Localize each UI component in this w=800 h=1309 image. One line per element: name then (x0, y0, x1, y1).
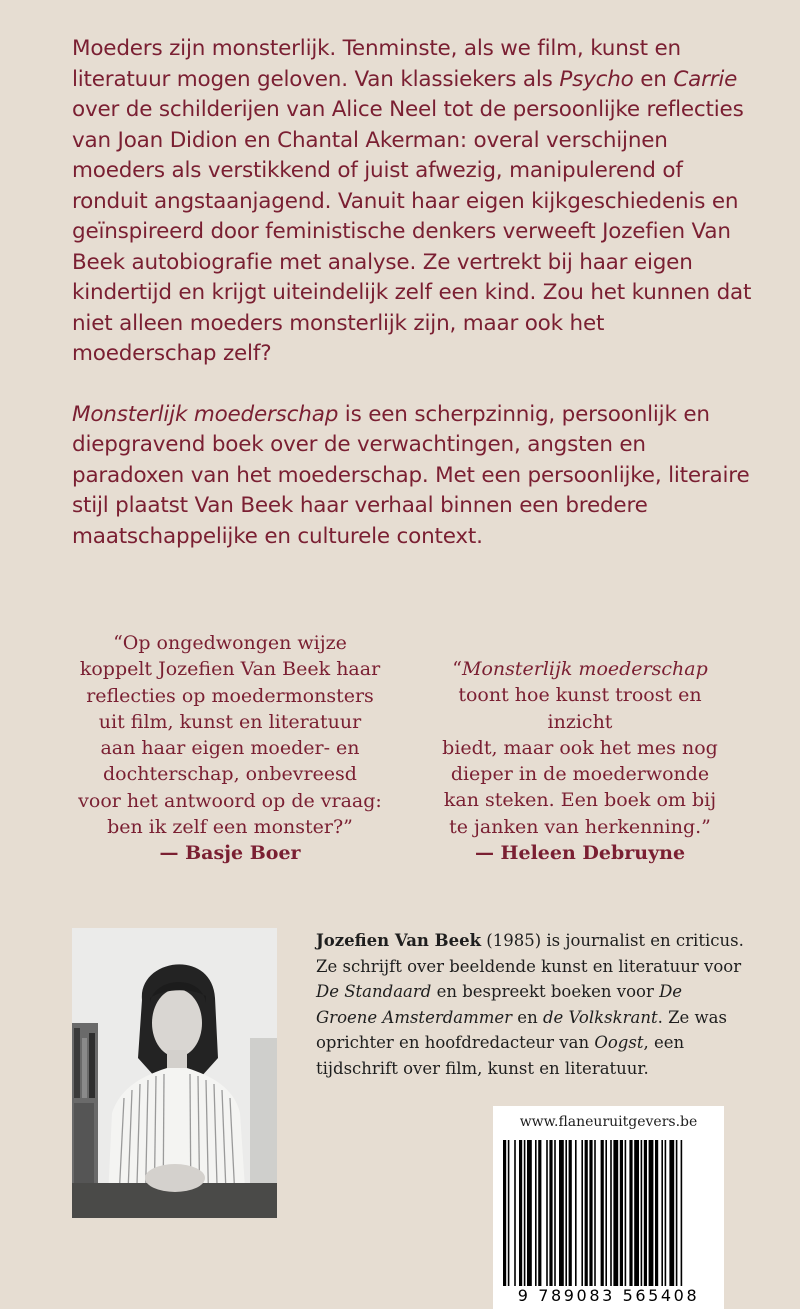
back-cover-blurb (72, 34, 752, 552)
book-title-quote: Monsterlijk moederschap (461, 658, 708, 680)
publisher-website: www.flaneuruitgevers.be (519, 1114, 698, 1130)
blurb-paragraph-1: Moeders zijn monsterlijk. Tenminste, als we film, kunst en literatuur mogen geloven. Van klassiekers als Psycho en Carrie over de schilderijen van Alice Neel tot de persoonlijke reflecties van Joan Didion en Chantal Akerman: overal verschijnen moeders als verstikkend of juist afwezig, manipulerend of ronduit angstaanjagend. Vanuit haar eigen kijkgeschiedenis en geïnspireerd door feministische denkers verweeft Jozefien Van Beek autobiografie met analyse. Ze vertrekt bij haar eigen kindertijd en krijgt uiteindelijk zelf een kind. Zou het kunnen dat niet alleen moeders monsterlijk zijn, maar ook het moederschap zelf? (72, 36, 752, 366)
author-name: Jozefien Van Beek (316, 931, 482, 950)
isbn-barcode (493, 1106, 724, 1309)
book-title: Monsterlijk moederschap (72, 401, 339, 427)
quote-attribution: — Heleen Debruyne (474, 842, 686, 865)
quote-heleen-debruyne: “Monsterlijk moederschap toont hoe kunst troost en inzicht biedt, maar ook het mes nog dieper in de moederwonde kan steken. Een boek om bij te janken van herkenning.” — Heleen Debruyne (432, 656, 728, 866)
isbn-number: 9 789083 565408 (493, 1286, 724, 1305)
quote-attribution: — Basje Boer (159, 842, 301, 865)
film-title-carrie: Carrie (673, 66, 738, 92)
author-photo (72, 928, 277, 1218)
film-title-psycho: Psycho (559, 66, 634, 92)
blurb-paragraph-2: Monsterlijk moederschap is een scherpzinnig, persoonlijk en diepgravend boek over de verwachtingen, angsten en paradoxen van het moederschap. Met een persoonlijke, literaire stijl plaatst Van Beek haar verhaal binnen een bredere maatschappelijke en culturele context. (72, 401, 750, 549)
quote-basje-boer: “Op ongedwongen wijze koppelt Jozefien Van Beek haar reflecties op moedermonsters uit film, kunst en literatuur aan haar eigen moeder- en dochterschap, onbevreesd voor het antwoord op de vraag: ben ik zelf een monster?” — Basje Boer (70, 630, 390, 867)
barcode-panel (493, 1106, 724, 1309)
author-bio: Jozefien Van Beek (1985) is journalist en criticus. Ze schrijft over beeldende kunst en literatuur voor De Standaard en bespreekt boeken voor De Groene Amsterdammer en de Volkskrant. Ze was oprichter en hoofdredacteur van Oogst, een tijdschrift over film, kunst en literatuur. (316, 931, 744, 1078)
